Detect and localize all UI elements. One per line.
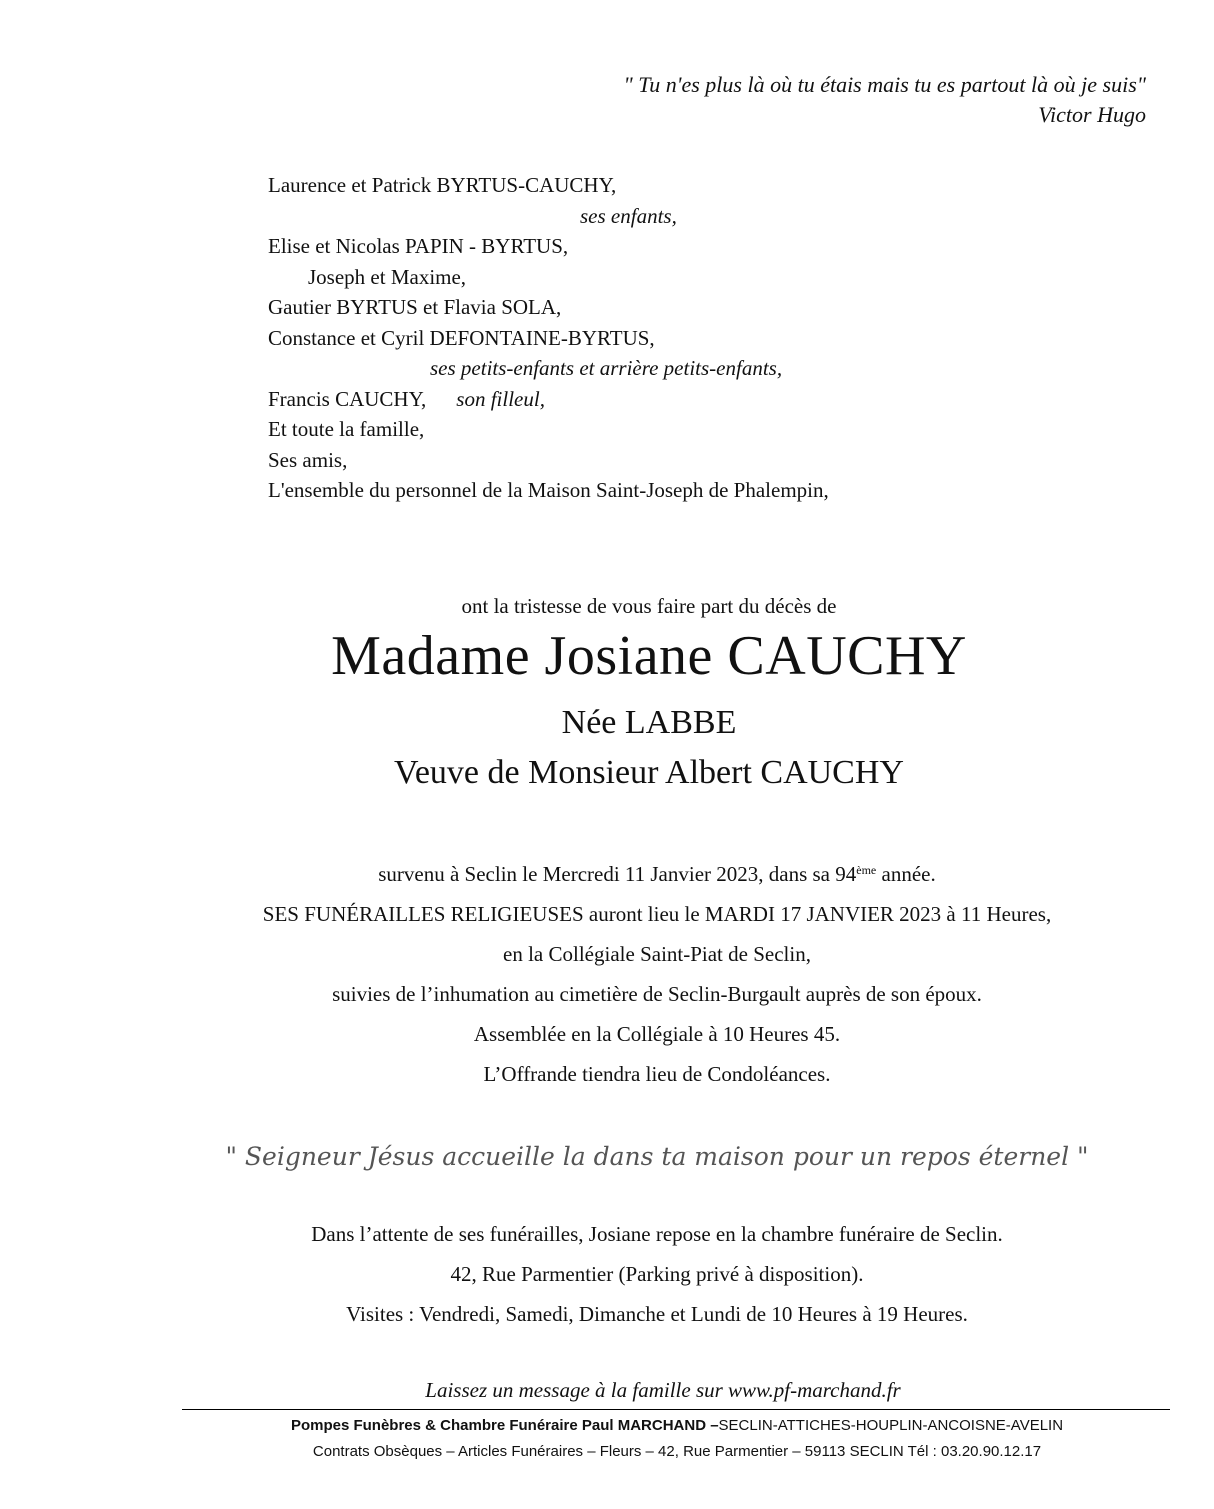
family-list: [268, 170, 829, 506]
funeral-line: SES FUNÉRAILLES RELIGIEUSES auront lieu le MARDI 17 JANVIER 2023 à 11 Heures,: [262, 902, 1052, 926]
footer-towns: SECLIN-ATTICHES-HOUPLIN-ANCOISNE-AVELIN: [718, 1417, 1064, 1434]
family-grandchild-4: Constance et Cyril DEFONTAINE-BYRTUS,: [268, 325, 655, 350]
family-godson-row: [268, 384, 829, 415]
family-godson-name: Francis CAUCHY,: [268, 386, 427, 411]
family-other-1: Et toute la famille,: [268, 417, 425, 441]
family-grandchildren-label: ses petits-enfants et arrière petits-enfants,: [430, 356, 783, 380]
visitation-line-2: 42, Rue Parmentier (Parking privé à disposition).: [450, 1262, 864, 1286]
death-text: survenu à Seclin le Mercredi 11 Janvier 2023, dans sa 94: [378, 862, 857, 886]
family-godson-label: son filleul,: [456, 386, 545, 411]
online-message: Laissez un message à la famille sur www.pf-marchand.fr: [425, 1378, 901, 1402]
death-ordinal-sup: ème: [856, 863, 877, 877]
prayer-quote: " Seigneur Jésus accueille la dans ta maison pour un repos éternel ": [225, 1142, 1089, 1171]
epigraph-author: Victor Hugo: [1038, 102, 1146, 127]
widow-line: Veuve de Monsieur Albert CAUCHY: [394, 754, 904, 791]
assembly-line: Assemblée en la Collégiale à 10 Heures 45.: [473, 1022, 841, 1046]
death-line: [0, 854, 1214, 894]
deceased-name: Madame Josiane CAUCHY: [331, 625, 967, 687]
family-grandchild-3: Gautier BYRTUS et Flavia SOLA,: [268, 295, 562, 319]
visitation-line-1: Dans l’attente de ses funérailles, Josiane repose en la chambre funéraire de Seclin.: [311, 1222, 1003, 1246]
offering-line: L’Offrande tiendra lieu de Condoléances.: [483, 1062, 831, 1086]
church-line: en la Collégiale Saint-Piat de Seclin,: [503, 942, 811, 966]
epigraph-quote: " Tu n'es plus là où tu étais mais tu es partout là où je suis": [623, 72, 1146, 97]
maiden-name: Née LABBE: [561, 704, 737, 741]
family-other-2: Ses amis,: [268, 447, 348, 472]
burial-line: suivies de l’inhumation au cimetière de Seclin-Burgault auprès de son époux.: [332, 982, 982, 1006]
footer-divider: [182, 1409, 1170, 1410]
footer-services: Contrats Obsèques – Articles Funéraires – Fleurs – 42, Rue Parmentier – 59113 SECLIN Tél : 03.20.90.12.17: [312, 1443, 1042, 1460]
family-children-names: Laurence et Patrick BYRTUS-CAUCHY,: [268, 173, 617, 197]
footer-company-line: [0, 1417, 1214, 1434]
family-other-3: L'ensemble du personnel de la Maison Saint-Joseph de Phalempin,: [268, 478, 829, 502]
family-grandchild-2: Joseph et Maxime,: [308, 264, 467, 289]
family-grandchild-1: Elise et Nicolas PAPIN - BYRTUS,: [268, 234, 569, 258]
visitation-line-3: Visites : Vendredi, Samedi, Dimanche et Lundi de 10 Heures à 19 Heures.: [346, 1302, 968, 1326]
death-text-end: année.: [876, 862, 936, 886]
footer-company: Pompes Funèbres & Chambre Funéraire Paul MARCHAND –: [290, 1417, 719, 1434]
announcement-intro: ont la tristesse de vous faire part du décès de: [461, 594, 837, 618]
family-children-label: ses enfants,: [580, 203, 677, 228]
